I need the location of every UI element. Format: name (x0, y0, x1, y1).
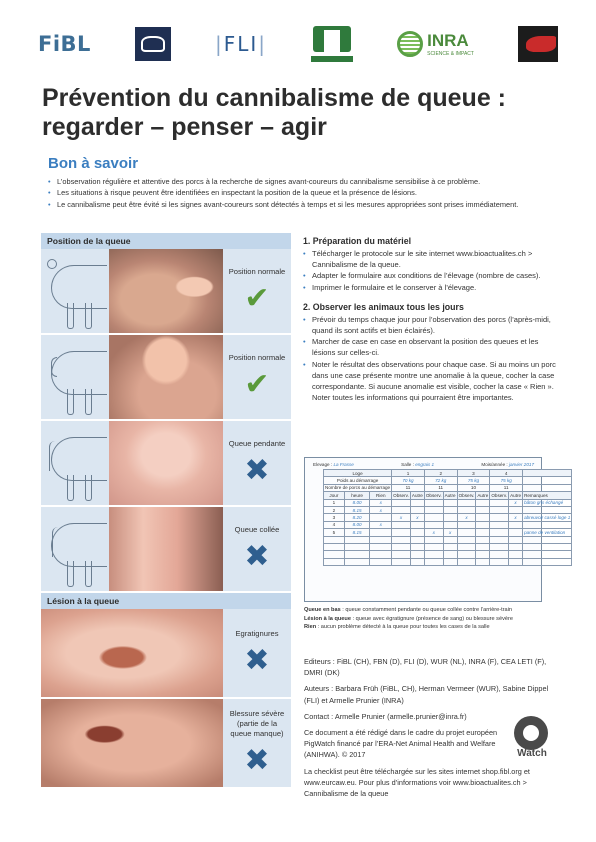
list-item: • Marcher de case en case en observant la position des queues et les lésions sur celles-ci. (303, 336, 561, 358)
step-title: 2. Observer les animaux tous les jours (303, 301, 464, 312)
instructions-column (303, 236, 561, 412)
table-row (324, 551, 572, 558)
check-icon: ✔ (244, 367, 270, 402)
row-label: Position normale (228, 353, 286, 362)
lesion-row (41, 699, 291, 789)
tail-photo (109, 507, 223, 591)
cross-icon: ✖ (244, 743, 270, 778)
bon-a-savoir-list (48, 176, 560, 210)
inra-logo: INRA SCIENCE & IMPACT (397, 31, 474, 57)
bon-a-savoir-heading: Bon à savoir (48, 155, 139, 172)
sample-form: Elevage : La Frasse Salle : engrais 1 Mois/année : janvier 2017 Loge 1 2 3 4 Poids au démarrage 70 kg 72 kg 75 kg 75 kg Nombre de porcs au démarrage 11 11 10 11 Jour heure Rien Observ. Autre Observ. Autre Observ. Autre Observ. Autre Remarques 1 8.00 x x bâton gris échangé 2 8.15 x 3 8.20 x x x x abreuvoir cassé loge 1 4 8.00 x 5 8.15 x x panne de ventilation (304, 457, 542, 602)
pig-sketch-icon (41, 335, 109, 419)
auteurs-text: Auteurs : Barbara Früh (FiBL, CH), Herman Vermeer (WUR), Sabine Dippel (FLI) et Armelle Prunier (INRA) (304, 684, 549, 705)
pig-sketch-icon (41, 249, 109, 333)
table-row: 2 8.15 x (324, 506, 572, 513)
form-table: Loge 1 2 3 4 Poids au démarrage 70 kg 72 kg 75 kg 75 kg Nombre de porcs au démarrage 11 11 10 11 Jour heure Rien Observ. Autre Observ. Autre Observ. Autre Observ. Autre Remarques 1 8.00 x x bâton gris échangé 2 8.15 x 3 8.20 x x x x abreuvoir cassé loge 1 4 8.00 x 5 8.15 x x panne de ventilation (323, 469, 572, 566)
lesion-row (41, 609, 291, 699)
table-row (324, 543, 572, 550)
step-list (303, 248, 561, 293)
fibl-logo: FiBL (38, 32, 91, 56)
fbn-logo (135, 27, 171, 61)
tail-photo (109, 249, 223, 333)
project-text: Ce document a été rédigé dans le cadre du projet européen PigWatch financé par l’ERA-Net Animal Health and Welfare (ANIHWA). © 2017 (304, 728, 498, 760)
table-row: 3 8.20 x x x x abreuvoir cassé loge 1 (324, 514, 572, 521)
row-label: Blessure sévère (partie de la queue manque) (229, 709, 285, 738)
check-icon: ✔ (244, 281, 270, 316)
tail-photo (41, 699, 223, 787)
cross-icon: ✖ (244, 453, 270, 488)
cross-icon: ✖ (244, 539, 270, 574)
table-row: 4 8.00 x (324, 521, 572, 528)
tail-photo (41, 609, 223, 697)
position-row (41, 507, 291, 593)
pigwatch-logo: Watch (510, 716, 554, 766)
contact-text: Contact : Armelle Prunier (armelle.prunier@inra.fr) (304, 711, 467, 721)
logo-bar (38, 22, 558, 66)
page-title: Prévention du cannibalisme de queue : regarder – penser – agir (42, 84, 506, 141)
tail-photo (109, 421, 223, 505)
table-row (324, 558, 572, 565)
wur-logo (311, 26, 353, 62)
list-item: • L’observation régulière et attentive des porcs à la recherche de signes avant-coureurs du cannibalisme sensibilise à ce problème. (48, 176, 560, 187)
row-label: Position normale (228, 267, 286, 276)
position-row (41, 249, 291, 335)
editeurs-text: Editeurs : FiBL (CH), FBN (D), FLI (D), WUR (NL), INRA (F), CEA LETI (F), DMRI (DK) (304, 657, 547, 678)
position-row (41, 335, 291, 421)
form-legend: Queue en bas : queue constamment pendante ou queue collée contre l’arrière-train Lésion à la queue : queue avec égratignure (présence de sang) ou blessure sévère Rien : aucun problème détecté à la queue pour toutes les cases de la salle (304, 607, 513, 631)
position-section-header: Position de la queue (41, 233, 291, 249)
lesion-section-header: Lésion à la queue (41, 593, 291, 609)
position-row (41, 421, 291, 507)
step-title: 1. Préparation du matériel (303, 236, 412, 246)
tail-photo (109, 335, 223, 419)
list-item: • Prévoir du temps chaque jour pour l’observation des porcs (l’après-midi, quand ils sont actifs et bien éclairés). (303, 314, 561, 336)
list-item: • Les situations à risque peuvent être identifiées en inspectant la position de la queue et la présence de lésions. (48, 187, 560, 198)
list-item: • Imprimer le formulaire et le conserver à l’élevage. (303, 282, 561, 293)
table-row: 1 8.00 x x bâton gris échangé (324, 499, 572, 506)
pig-sketch-icon (41, 507, 109, 591)
table-row (324, 536, 572, 543)
pig-icon (514, 716, 548, 750)
table-row: 5 8.15 x x panne de ventilation (324, 529, 572, 536)
row-label: Queue pendante (228, 439, 286, 448)
list-item: • Télécharger le protocole sur le site internet www.bioactualites.ch > Cannibalisme de la queue. (303, 248, 561, 270)
row-label: Queue collée (234, 525, 280, 534)
checklist-text: La checklist peut être téléchargée sur les sites internet shop.fibl.org et www.eurcaw.eu. Pour plus d’informations voir www.bioactualites.ch > Cannibalisme de la queue (304, 766, 530, 799)
fli-logo: |FLI| (215, 32, 268, 56)
list-item: • Noter le résultat des observations pour chaque case. Si au moins un porc dans une case présente montre une anomalie à la queue, cocher la case correspondante. Si aucune anomalie est visible, cocher la case « Rien ». Noter toutes les informations qui pourraient être importantes. (303, 359, 561, 404)
inra-globe-icon (397, 31, 423, 57)
list-item: • Adapter le formulaire aux conditions de l’élevage (nombre de cases). (303, 270, 561, 281)
pig-sketch-icon (41, 421, 109, 505)
cross-icon: ✖ (244, 643, 270, 678)
step-list (303, 314, 561, 404)
row-label: Egratignures (235, 629, 279, 638)
dmri-logo (518, 26, 558, 62)
tail-guide-column (41, 233, 291, 789)
list-item: • Le cannibalisme peut être évité si les signes avant-coureurs sont détectés à temps et si les mesures appropriées sont prises immédiatement. (48, 199, 560, 210)
